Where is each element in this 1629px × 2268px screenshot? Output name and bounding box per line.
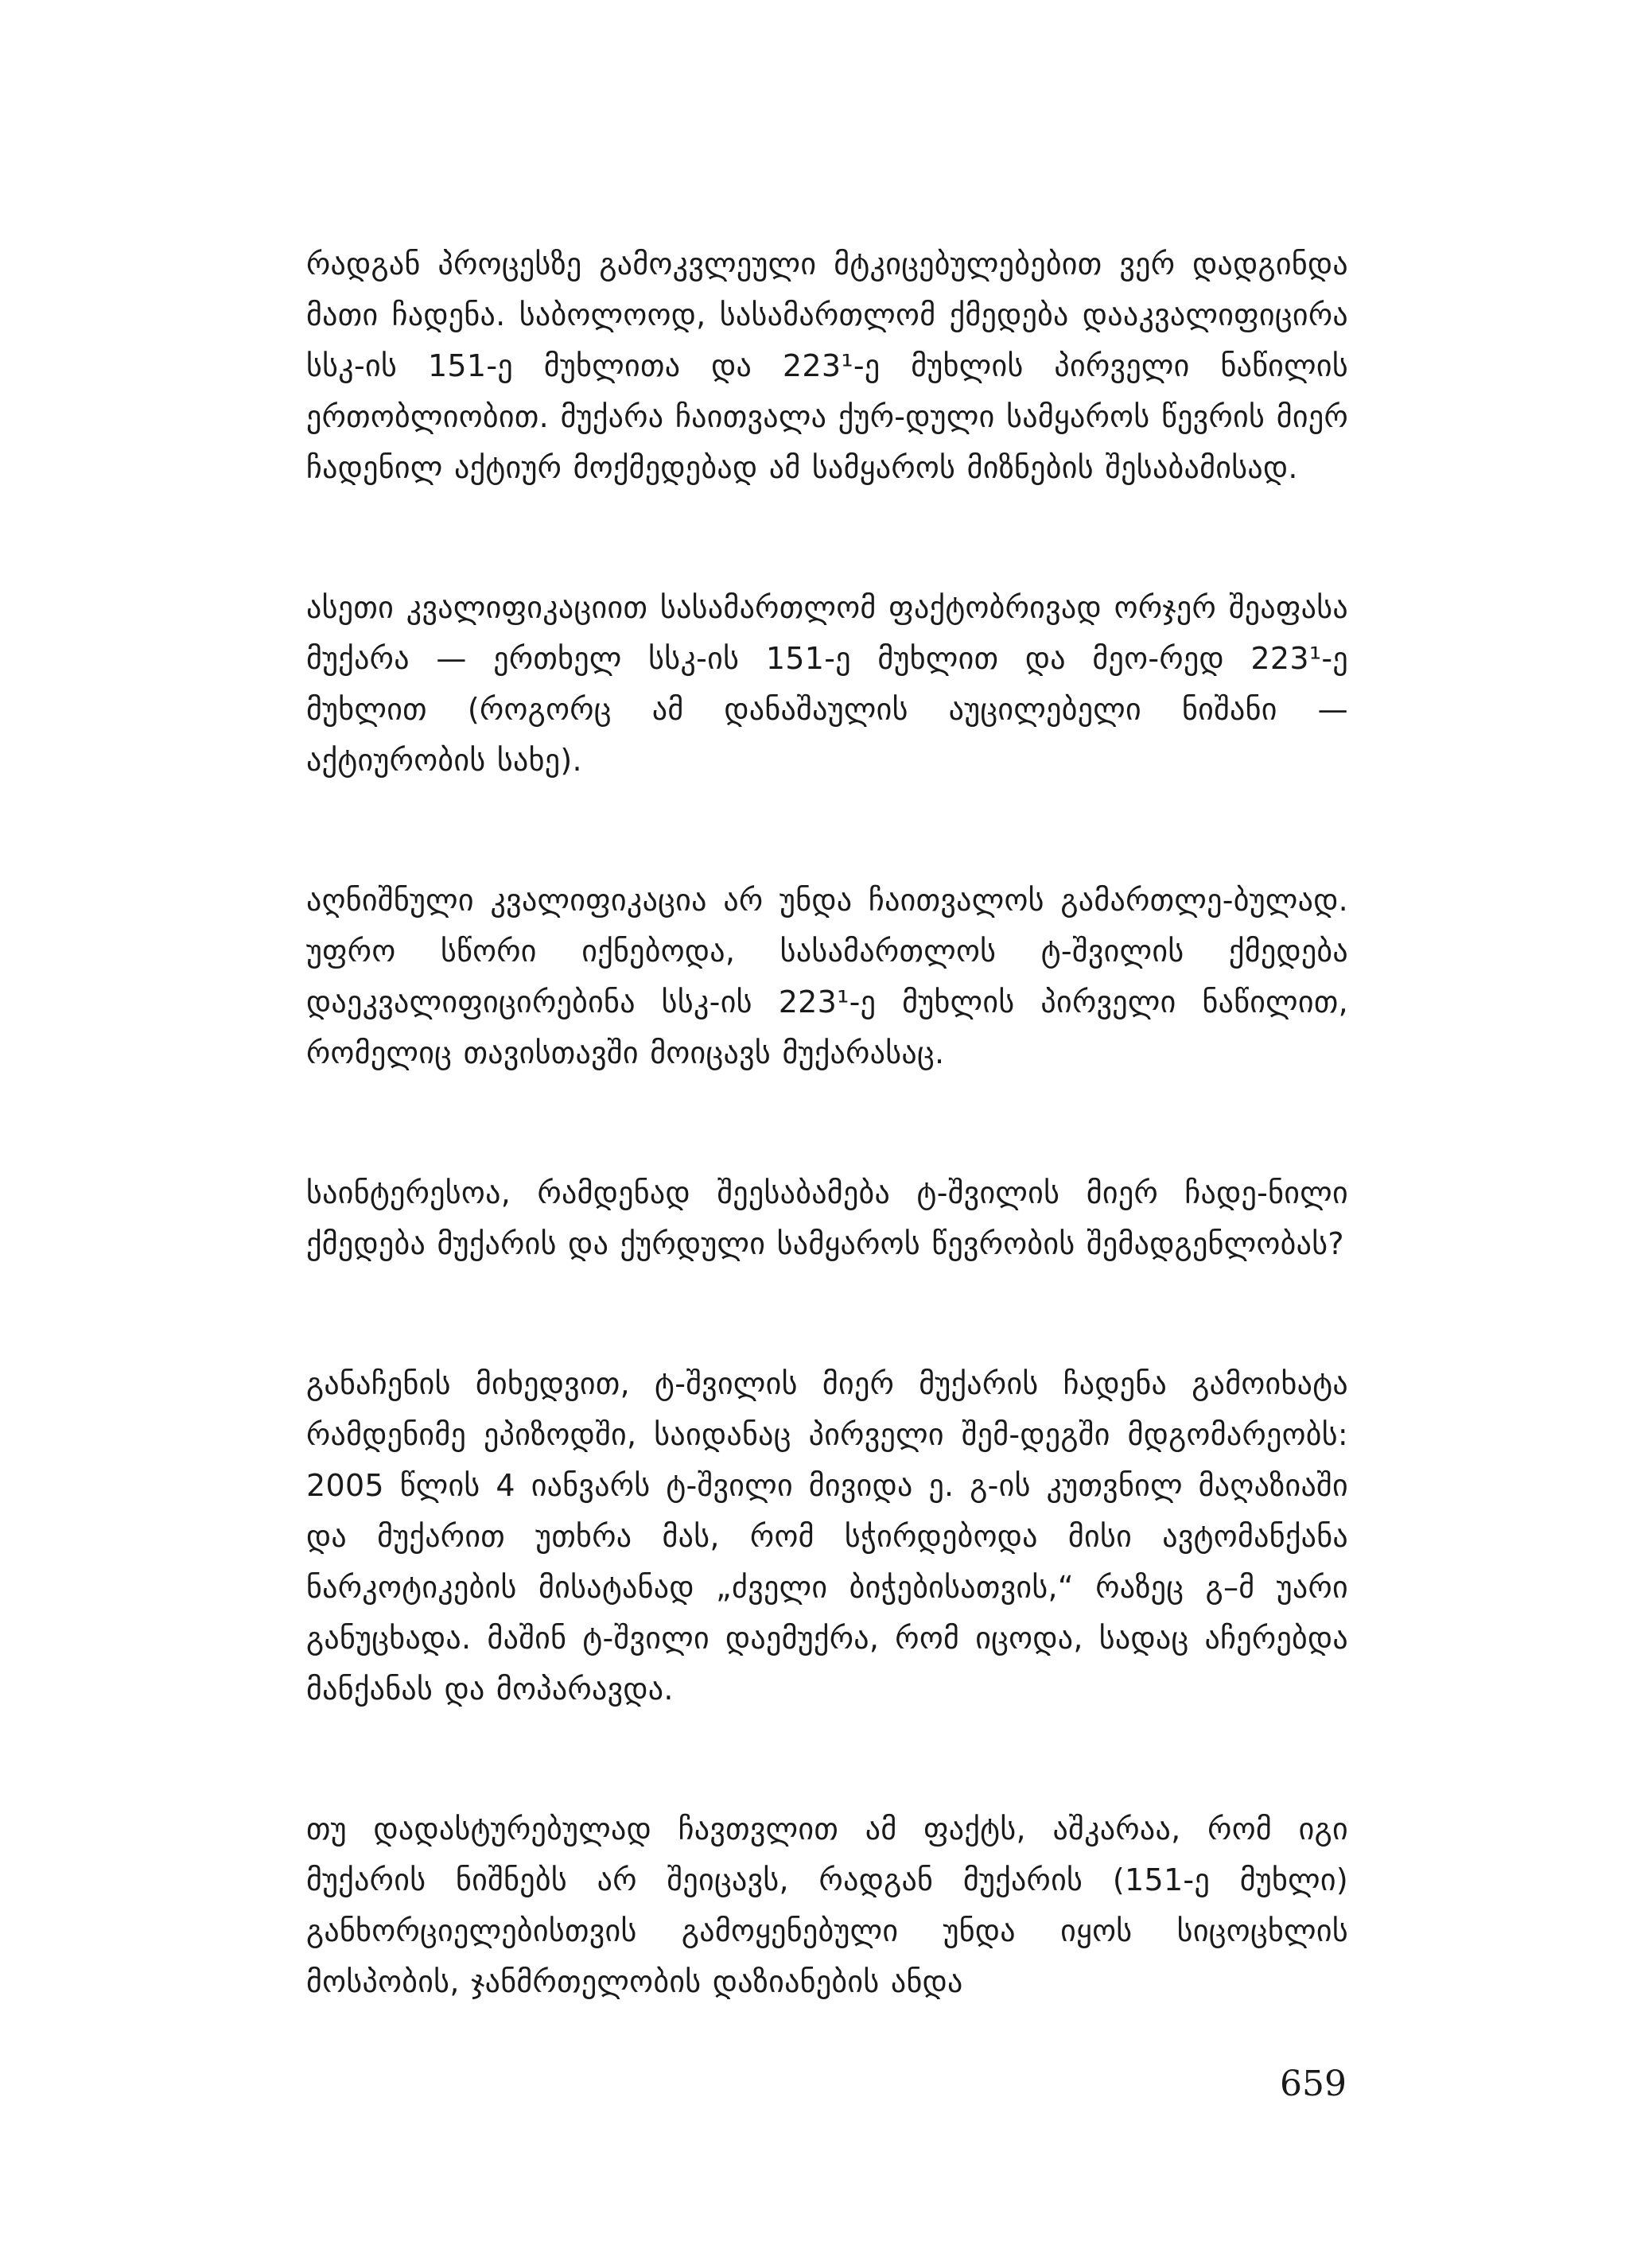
page-number: 659	[1280, 2064, 1347, 2104]
paragraph-5: განაჩენის მიხედვით, ტ-შვილის მიერ მუქარის ჩადენა გამოიხატა რამდენიმე ეპიზოდში, საიდანაც პირველი შემ-დეგში მდგომარეობს: 2005 წლის 4 იანვარს ტ-შვილი მივიდა ე. გ-ის კუთვნილ მაღაზიაში და მუქარით უთხრა მას, რომ სჭირდებოდა მისი ავტომანქანა ნარკოტიკების მისატანად „ძველი ბიჭებისათვის,“ რაზეც გ–მ უარი განუცხადა. მაშინ ტ-შვილი დაემუქრა, რომ იცოდა, სადაც აჩერებდა მანქანას და მოპარავდა.	[306, 1366, 1348, 1707]
paragraph-1: რადგან პროცესზე გამოკვლეული მტკიცებულებებით ვერ დადგინდა მათი ჩადენა. საბოლოოდ, სასამართლომ ქმედება დააკვალიფიცირა სსკ-ის 151-ე მუხლითა და 223¹-ე მუხლის პირველი ნაწილის ერთობლიობით. მუქარა ჩაითვალა ქურ-დული სამყაროს წევრის მიერ ჩადენილ აქტიურ მოქმედებად ამ სამყაროს მიზნების შესაბამისად.	[306, 247, 1348, 485]
paragraph-4: საინტერესოა, რამდენად შეესაბამება ტ-შვილის მიერ ჩადე-ნილი ქმედება მუქარის და ქურდული სამყაროს წევრობის შემადგენლობას?	[306, 1175, 1348, 1261]
paragraph-3: აღნიშნული კვალიფიკაცია არ უნდა ჩაითვალოს გამართლე-ბულად. უფრო სწორი იქნებოდა, სასამართლოს ტ-შვილის ქმედება დაეკვალიფიცირებინა სსკ-ის 223¹-ე მუხლის პირველი ნაწილით, რომელიც თავისთავში მოიცავს მუქარასაც.	[306, 883, 1348, 1070]
paragraph-6: თუ დადასტურებულად ჩავთვლით ამ ფაქტს, აშკარაა, რომ იგი მუქარის ნიშნებს არ შეიცავს, რადგან მუქარის (151-ე მუხლი) განხორციელებისთვის გამოყენებული უნდა იყოს სიცოცხლის მოსპობის, ჯანმრთელობის დაზიანების ანდა	[306, 1812, 1348, 1999]
body-text	[306, 239, 1348, 2007]
paragraph-2: ასეთი კვალიფიკაციით სასამართლომ ფაქტობრივად ორჯერ შეაფასა მუქარა — ერთხელ სსკ-ის 151-ე მუხლით და მეო-რედ 223¹-ე მუხლით (როგორც ამ დანაშაულის აუცილებელი ნიშანი — აქტიურობის სახე).	[306, 590, 1348, 778]
